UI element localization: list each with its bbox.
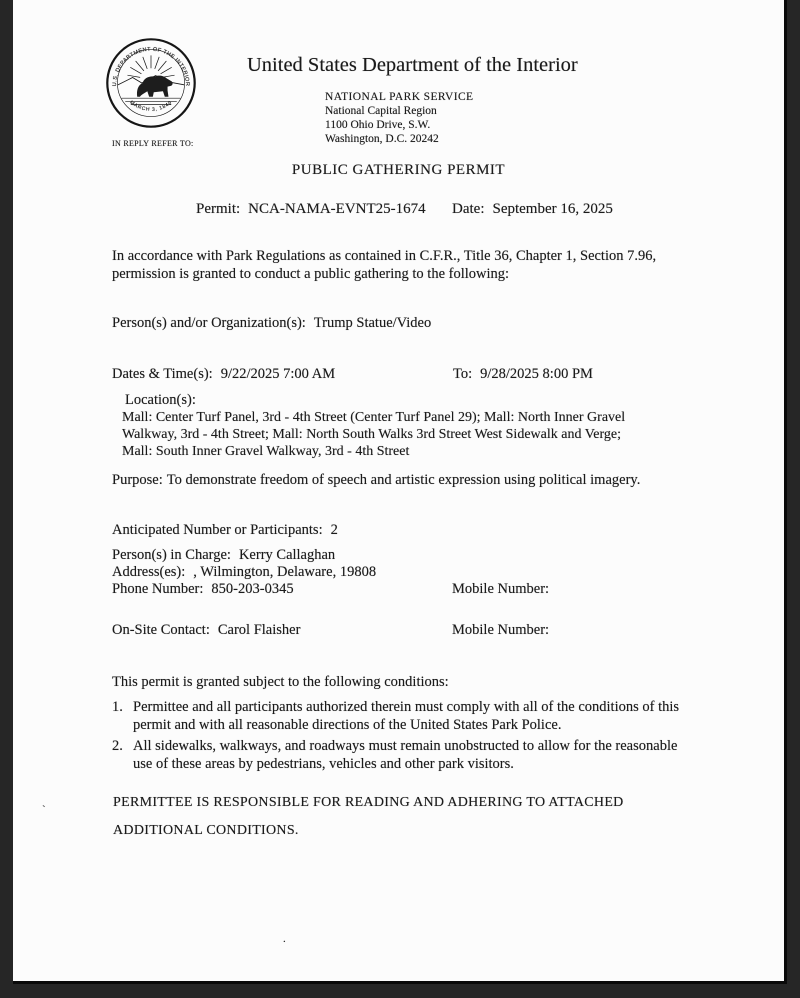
reply-refer-label: IN REPLY REFER TO: (112, 139, 194, 148)
person-in-charge-value: Kerry Callaghan (238, 547, 336, 563)
organization-label: Person(s) and/or Organization(s): (112, 315, 306, 331)
condition-number: 2. (112, 738, 123, 754)
organization-row (112, 315, 431, 332)
purpose-row (112, 472, 640, 489)
condition-line: use of these areas by pedestrians, vehicles and other park visitors. (133, 755, 514, 772)
doi-seal-icon (105, 36, 197, 130)
phone-value: 850-203-0345 (211, 581, 294, 597)
document-title: PUBLIC GATHERING PERMIT (291, 162, 506, 178)
seal-ring-text: U.S. DEPARTMENT OF THE INTERIOR (111, 46, 191, 87)
dates-start-value: 9/22/2025 7:00 AM (220, 366, 336, 382)
intro-paragraph (112, 248, 656, 283)
locations-line: Mall: Center Turf Panel, 3rd - 4th Street (Center Turf Panel 29); Mall: North Inner Gravel (122, 410, 626, 425)
dates-to-row (453, 366, 593, 383)
condition-line: Permittee and all participants authorized therein must comply with all of the conditions of this (133, 699, 680, 715)
department-title: United States Department of the Interior (247, 54, 578, 76)
onsite-contact-row (112, 622, 300, 639)
seal-bison-icon (137, 76, 173, 97)
condition-line: permit and with all reasonable directions of the United States Park Police. (133, 716, 562, 733)
seal-sun-rays-icon (127, 55, 174, 77)
agency-line: Washington, D.C. 20242 (325, 133, 439, 145)
locations-line: Walkway, 3rd - 4th Street; Mall: North South Walks 3rd Street West Sidewalk and Verge; (122, 427, 621, 442)
address-row (112, 564, 376, 581)
organization-value: Trump Statue/Video (313, 315, 432, 331)
onsite-contact-value: Carol Flaisher (217, 622, 301, 638)
address-label: Address(es): (112, 564, 186, 580)
scan-artifact: ` (42, 804, 46, 816)
intro-line: In accordance with Park Regulations as contained in C.F.R., Title 36, Chapter 1, Section 7.96, (112, 248, 657, 264)
address-value: , Wilmington, Delaware, 19808 (193, 564, 377, 580)
locations-line: Mall: South Inner Gravel Walkway, 3rd - 4th Street (122, 444, 410, 459)
agency-line: National Capital Region (325, 105, 437, 117)
condition-text (133, 738, 677, 773)
permit-label: Permit: (196, 201, 241, 217)
condition-item (112, 699, 679, 734)
permit-date-row (452, 201, 613, 218)
date-label: Date: (452, 201, 485, 217)
date-value: September 16, 2025 (492, 201, 613, 217)
locations-label: Location(s): (125, 392, 196, 408)
agency-line: 1100 Ohio Drive, S.W. (325, 119, 431, 131)
purpose-label: Purpose: (112, 472, 163, 488)
locations-text (122, 409, 625, 460)
phone-label: Phone Number: (112, 581, 204, 597)
permit-document-page (13, 0, 787, 984)
mobile-number-label: Mobile Number: (452, 581, 550, 597)
footer-notice-line: PERMITTEE IS RESPONSIBLE FOR READING AND ADHERING TO ATTACHED (113, 795, 624, 810)
person-in-charge-row (112, 547, 335, 564)
conditions-intro: This permit is granted subject to the following conditions: (112, 674, 449, 690)
mobile-number-label: Mobile Number: (452, 622, 550, 638)
intro-line: permission is granted to conduct a public gathering to the following: (112, 265, 510, 282)
condition-item (112, 738, 677, 773)
condition-number: 1. (112, 699, 123, 715)
agency-address-block (325, 90, 473, 146)
agency-line: NATIONAL PARK SERVICE (325, 91, 474, 103)
participants-label: Anticipated Number or Participants: (112, 522, 323, 538)
condition-text (133, 699, 679, 734)
purpose-value: To demonstrate freedom of speech and artistic expression using political imagery. (166, 472, 641, 488)
dates-row (112, 366, 335, 383)
participants-row (112, 522, 338, 539)
footer-notice-line: ADDITIONAL CONDITIONS. (113, 823, 299, 838)
permit-number: NCA-NAMA-EVNT25-1674 (248, 201, 426, 217)
person-in-charge-label: Person(s) in Charge: (112, 547, 231, 563)
condition-line: All sidewalks, walkways, and roadways must remain unobstructed to allow for the reasonable (133, 738, 678, 754)
dates-to-label: To: (453, 366, 473, 382)
scan-artifact: . (283, 933, 286, 945)
seal-date-text: MARCH 3, 1849 (128, 99, 174, 113)
dates-label: Dates & Time(s): (112, 366, 213, 382)
dates-end-value: 9/28/2025 8:00 PM (480, 366, 593, 382)
onsite-contact-label: On-Site Contact: (112, 622, 210, 638)
permit-number-row (196, 201, 426, 218)
phone-row (112, 581, 294, 598)
participants-value: 2 (330, 522, 338, 538)
